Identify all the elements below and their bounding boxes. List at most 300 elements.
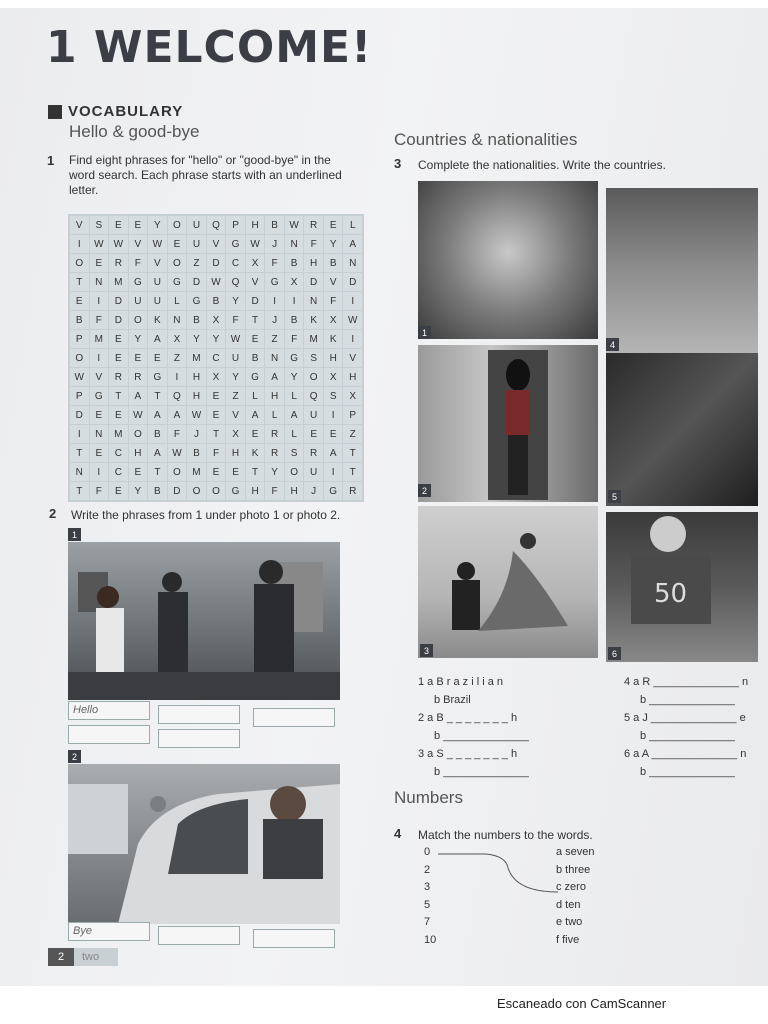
word-search-letter: L xyxy=(246,387,265,405)
word-search-letter: E xyxy=(129,216,148,234)
nationality-row[interactable]: 3 a S _ _ _ _ _ _ _ h xyxy=(418,748,518,760)
word-search-letter: P xyxy=(226,216,245,234)
word-search-letter: Q xyxy=(168,387,187,405)
word-search-letter: G xyxy=(285,349,304,367)
scanner-footer: Escaneado con CamScanner xyxy=(497,996,667,1011)
page-number-strip xyxy=(48,948,118,966)
word-search-letter: B xyxy=(187,311,206,329)
word-search-letter: Y xyxy=(226,368,245,386)
word-search-letter: R xyxy=(343,482,362,500)
word-search-letter: I xyxy=(343,292,362,310)
word-search-letter: E xyxy=(70,292,89,310)
word-search-letter: B xyxy=(70,311,89,329)
word-search-letter: F xyxy=(324,292,343,310)
word-search-letter: D xyxy=(304,273,323,291)
word-search-letter: X xyxy=(285,273,304,291)
word-search-letter: D xyxy=(109,292,128,310)
word-search-letter: L xyxy=(265,406,284,424)
word-search-letter: B xyxy=(285,254,304,272)
word-search-letter: U xyxy=(226,349,245,367)
answer-box-photo1-4[interactable] xyxy=(68,725,150,744)
word-search-letter: G xyxy=(148,368,167,386)
number-item[interactable]: 0 xyxy=(424,846,431,858)
word-search-letter: L xyxy=(285,425,304,443)
word-search-letter: E xyxy=(148,349,167,367)
word-search-letter: W xyxy=(109,235,128,253)
word-search-letter: W xyxy=(226,330,245,348)
word-search-letter: A xyxy=(129,387,148,405)
word-search-letter: M xyxy=(187,349,206,367)
word-search-letter: T xyxy=(246,311,265,329)
number-item[interactable]: 7 xyxy=(424,916,431,928)
country-photo-6-badge: 6 xyxy=(608,647,621,660)
nationalities-left xyxy=(418,676,618,784)
subheading-hello: Hello & good-bye xyxy=(69,122,200,141)
page-word: two xyxy=(82,951,100,963)
word-search-letter: H xyxy=(187,368,206,386)
word-search-letter: E xyxy=(324,216,343,234)
word-search-letter: A xyxy=(246,406,265,424)
word-search-letter: W xyxy=(70,368,89,386)
exercise-2-number: 2 xyxy=(49,506,57,521)
word-search-letter: B xyxy=(246,349,265,367)
word-search-letter: P xyxy=(70,330,89,348)
country-photo-1-badge: 1 xyxy=(418,326,431,339)
football-illustration xyxy=(606,512,758,662)
word-search-letter: R xyxy=(304,444,323,462)
word-search-grid xyxy=(68,214,364,502)
word-search-letter: L xyxy=(168,292,187,310)
country-photo-4-badge: 4 xyxy=(606,338,619,351)
word-search-letter: Y xyxy=(285,368,304,386)
word-search-letter: Y xyxy=(187,330,206,348)
word-search-letter: X xyxy=(168,330,187,348)
word-item[interactable]: e two xyxy=(556,916,583,928)
word-search-letter: G xyxy=(226,235,245,253)
carnival-photo xyxy=(418,181,598,339)
word-search-letter: Z xyxy=(226,387,245,405)
nationality-row[interactable]: 5 a J ______________ e xyxy=(624,712,746,724)
handshake-photo xyxy=(68,542,340,700)
answer-box-photo2-3[interactable] xyxy=(253,929,335,948)
word-search-letter: W xyxy=(148,235,167,253)
word-search-letter: V xyxy=(70,216,89,234)
subheading-numbers: Numbers xyxy=(394,788,463,807)
word-search-letter: N xyxy=(90,273,109,291)
word-search-letter: Z xyxy=(168,349,187,367)
word-search-letter: Y xyxy=(324,235,343,253)
word-search-letter: T xyxy=(109,387,128,405)
word-search-letter: A xyxy=(324,444,343,462)
word-search-letter: F xyxy=(285,330,304,348)
nationality-row[interactable]: 1 a B r a z i l i a n xyxy=(418,676,503,688)
word-search-letter: K xyxy=(304,311,323,329)
word-search-letter: L xyxy=(285,387,304,405)
word-search-letter: E xyxy=(226,463,245,481)
word-search-letter: F xyxy=(265,254,284,272)
word-search-letter: G xyxy=(265,273,284,291)
word-search-letter: X xyxy=(207,311,226,329)
word-search-letter: R xyxy=(304,216,323,234)
word-search-letter: I xyxy=(285,292,304,310)
word-search-letter: Y xyxy=(226,292,245,310)
word-search-letter: R xyxy=(109,254,128,272)
word-search-letter: K xyxy=(148,311,167,329)
country-photo-5-badge: 5 xyxy=(608,490,621,503)
word-search-letter: R xyxy=(265,444,284,462)
answer-box-photo1-3[interactable] xyxy=(253,708,335,727)
word-search-letter: F xyxy=(168,425,187,443)
word-search-letter: E xyxy=(207,463,226,481)
word-search-letter: I xyxy=(70,235,89,253)
word-search-letter: D xyxy=(187,273,206,291)
word-search-letter: O xyxy=(168,463,187,481)
match-line xyxy=(436,846,560,898)
word-search-letter: E xyxy=(109,349,128,367)
word-search-letter: E xyxy=(168,235,187,253)
country-photo-3-badge: 3 xyxy=(420,644,433,657)
country-row[interactable]: b Brazil xyxy=(434,694,471,706)
word-search-letter: B xyxy=(285,311,304,329)
word-search-letter: V xyxy=(129,235,148,253)
word-search-letter: H xyxy=(187,387,206,405)
word-item[interactable]: a seven xyxy=(556,846,595,858)
word-search-letter: W xyxy=(285,216,304,234)
exercise-1-number: 1 xyxy=(47,153,55,168)
word-search-letter: E xyxy=(129,463,148,481)
section-label: VOCABULARY xyxy=(68,103,184,120)
word-search-letter: W xyxy=(246,235,265,253)
number-item[interactable]: 2 xyxy=(424,863,431,876)
word-search-letter: B xyxy=(207,292,226,310)
word-search-letter: Y xyxy=(148,216,167,234)
word-search-letter: W xyxy=(129,406,148,424)
word-search-letter: O xyxy=(70,349,89,367)
word-search-letter: W xyxy=(90,235,109,253)
guard-illustration xyxy=(418,345,598,502)
word-search-letter: O xyxy=(168,254,187,272)
word-search-letter: N xyxy=(90,425,109,443)
word-search-letter: F xyxy=(304,235,323,253)
word-search-letter: E xyxy=(304,425,323,443)
word-search-letter: G xyxy=(168,273,187,291)
word-search-letter: C xyxy=(109,463,128,481)
word-item[interactable]: f five xyxy=(556,933,580,946)
word-search-letter: E xyxy=(90,444,109,462)
word-search-letter: D xyxy=(70,406,89,424)
word-search-letter: X xyxy=(226,425,245,443)
word-search-letter: Q xyxy=(304,387,323,405)
number-item[interactable]: 10 xyxy=(424,933,437,946)
word-search-letter: B xyxy=(148,425,167,443)
word-search-letter: M xyxy=(90,330,109,348)
word-search-letter: W xyxy=(187,406,206,424)
answer-box-photo1-2[interactable] xyxy=(158,705,240,724)
word-search-letter: Z xyxy=(187,254,206,272)
word-search-letter: T xyxy=(148,463,167,481)
words-list xyxy=(556,846,636,951)
word-search-letter: H xyxy=(285,482,304,500)
dancers-illustration xyxy=(418,506,598,658)
word-search-letter: S xyxy=(90,216,109,234)
word-search-letter: W xyxy=(343,311,362,329)
nationalities-right xyxy=(624,676,764,784)
word-search-letter: M xyxy=(304,330,323,348)
word-search-letter: T xyxy=(148,387,167,405)
word-search-letter: N xyxy=(70,463,89,481)
word-search-letter: D xyxy=(207,254,226,272)
word-search-letter: E xyxy=(246,330,265,348)
unit-title: 1 WELCOME! xyxy=(46,22,373,73)
handshake-illustration xyxy=(68,542,340,700)
word-search-letter: C xyxy=(207,349,226,367)
word-search-letter: Y xyxy=(207,330,226,348)
word-search-letter: C xyxy=(226,254,245,272)
word-search-letter: O xyxy=(129,425,148,443)
word-search-letter: W xyxy=(168,444,187,462)
violinist-photo xyxy=(606,353,758,506)
word-search-letter: G xyxy=(226,482,245,500)
word-search-letter: J xyxy=(187,425,206,443)
word-search-letter: G xyxy=(90,387,109,405)
word-search-letter: E xyxy=(109,482,128,500)
word-search-letter: J xyxy=(265,311,284,329)
word-search-letter: E xyxy=(109,216,128,234)
word-item[interactable]: d ten xyxy=(556,898,581,911)
word-search-letter: E xyxy=(207,387,226,405)
nationality-row[interactable]: 4 a R ______________ n xyxy=(624,676,749,688)
word-search-letter: H xyxy=(129,444,148,462)
answer-box-photo1-1[interactable]: Hello xyxy=(68,701,150,720)
word-search-letter: T xyxy=(343,444,362,462)
word-search-letter: E xyxy=(207,406,226,424)
word-search-letter: F xyxy=(90,482,109,500)
word-search-letter: M xyxy=(109,425,128,443)
word-search-letter: P xyxy=(70,387,89,405)
word-search-letter: U xyxy=(148,273,167,291)
word-search-letter: E xyxy=(90,406,109,424)
word-search-letter: J xyxy=(265,235,284,253)
word-search-letter: O xyxy=(70,254,89,272)
word-search-letter: E xyxy=(109,330,128,348)
word-search-letter: V xyxy=(343,349,362,367)
word-search-letter: D xyxy=(246,292,265,310)
word-search-letter: I xyxy=(90,292,109,310)
word-search-letter: Y xyxy=(265,463,284,481)
word-search-letter: N xyxy=(304,292,323,310)
word-search-letter: T xyxy=(343,463,362,481)
word-search-letter: T xyxy=(246,463,265,481)
exercise-1-instruction: Find eight phrases for "hello" or "good-bye" in the word search. Each phrase starts with an underlined letter. xyxy=(69,153,342,197)
car-goodbye-photo xyxy=(68,764,340,924)
word-search-letter: F xyxy=(226,311,245,329)
word-search-letter: S xyxy=(285,444,304,462)
word-search-letter: S xyxy=(324,387,343,405)
word-search-letter: S xyxy=(304,349,323,367)
word-search-letter: A xyxy=(148,444,167,462)
word-search-letter: I xyxy=(324,406,343,424)
nationality-row[interactable]: 2 a B _ _ _ _ _ _ _ h xyxy=(418,712,518,724)
exercise-4-number: 4 xyxy=(394,826,402,841)
royal-guard-photo xyxy=(418,345,598,502)
word-search-letter: E xyxy=(246,425,265,443)
nationality-row[interactable]: 6 a A ______________ n xyxy=(624,748,747,760)
word-search-letter: A xyxy=(343,235,362,253)
word-search-letter: I xyxy=(265,292,284,310)
word-search-letter: F xyxy=(265,482,284,500)
word-search-letter: G xyxy=(187,292,206,310)
country-row[interactable]: b ______________ xyxy=(640,730,735,742)
word-search-letter: O xyxy=(129,311,148,329)
answer-box-photo2-1[interactable]: Bye xyxy=(68,922,150,941)
photo-2-badge: 2 xyxy=(68,750,81,763)
subheading-countries: Countries & nationalities xyxy=(394,130,578,149)
word-search-letter: R xyxy=(109,368,128,386)
word-search-letter: E xyxy=(324,425,343,443)
exercise-2-instruction: Write the phrases from 1 under photo 1 or photo 2. xyxy=(71,508,341,522)
word-search-letter: V xyxy=(324,273,343,291)
word-search-letter: A xyxy=(168,406,187,424)
word-search-letter: U xyxy=(148,292,167,310)
man-sitting-photo xyxy=(606,188,758,354)
word-search-letter: I xyxy=(324,463,343,481)
word-search-letter: V xyxy=(90,368,109,386)
word-search-letter: L xyxy=(343,216,362,234)
word-search-letter: E xyxy=(109,406,128,424)
word-search-letter: R xyxy=(129,368,148,386)
number-item[interactable]: 3 xyxy=(424,881,431,893)
word-search-letter: H xyxy=(246,216,265,234)
exercise-3-number: 3 xyxy=(394,156,402,171)
square-icon xyxy=(48,105,62,119)
country-row[interactable]: b ______________ xyxy=(434,766,529,778)
word-search-letter: G xyxy=(324,482,343,500)
word-search-letter: J xyxy=(304,482,323,500)
word-search-letter: O xyxy=(168,216,187,234)
word-search-letter: V xyxy=(148,254,167,272)
word-search-letter: B xyxy=(148,482,167,500)
exercise-4-instruction: Match the numbers to the words. xyxy=(418,828,593,842)
word-search-letter: F xyxy=(207,444,226,462)
word-search-letter: D xyxy=(109,311,128,329)
word-search-letter: B xyxy=(324,254,343,272)
football-player-photo xyxy=(606,512,758,662)
country-row[interactable]: b ______________ xyxy=(640,694,735,706)
word-search-letter: T xyxy=(70,482,89,500)
word-search-letter: H xyxy=(304,254,323,272)
word-search-letter: N xyxy=(343,254,362,272)
word-search-letter: A xyxy=(148,330,167,348)
country-photo-2-badge: 2 xyxy=(418,484,431,497)
word-search-letter: V xyxy=(207,235,226,253)
word-search-letter: V xyxy=(246,273,265,291)
word-search-letter: U xyxy=(304,406,323,424)
car-illustration xyxy=(68,764,340,924)
answer-box-photo2-2[interactable] xyxy=(158,926,240,945)
word-search-letter: H xyxy=(324,349,343,367)
word-search-letter: X xyxy=(324,311,343,329)
word-search-letter: H xyxy=(246,482,265,500)
word-search-letter: V xyxy=(226,406,245,424)
flamenco-photo xyxy=(418,506,598,658)
word-search-letter: T xyxy=(207,425,226,443)
word-search-letter: B xyxy=(265,216,284,234)
word-search-letter: X xyxy=(246,254,265,272)
word-item[interactable]: c zero xyxy=(556,881,586,893)
word-search-letter: Q xyxy=(226,273,245,291)
word-search-letter: O xyxy=(304,368,323,386)
word-search-letter: D xyxy=(343,273,362,291)
word-search-letter: O xyxy=(187,482,206,500)
word-search-letter: M xyxy=(187,463,206,481)
word-search-letter: X xyxy=(207,368,226,386)
country-row[interactable]: b ______________ xyxy=(640,766,735,778)
word-search-letter: I xyxy=(168,368,187,386)
word-search-letter: K xyxy=(324,330,343,348)
word-search-letter: I xyxy=(90,463,109,481)
word-search-letter: H xyxy=(265,387,284,405)
word-search-letter: X xyxy=(324,368,343,386)
word-search-letter: O xyxy=(285,463,304,481)
word-search-letter: K xyxy=(246,444,265,462)
word-search-letter: U xyxy=(304,463,323,481)
word-search-letter: O xyxy=(207,482,226,500)
word-search-letter: R xyxy=(265,425,284,443)
word-search-letter: H xyxy=(226,444,245,462)
word-search-letter: P xyxy=(343,406,362,424)
word-search-letter: Z xyxy=(343,425,362,443)
word-search-letter: U xyxy=(129,292,148,310)
exercise-3-instruction: Complete the nationalities. Write the countries. xyxy=(418,158,666,172)
word-search-letter: U xyxy=(187,216,206,234)
word-search-letter: X xyxy=(343,387,362,405)
number-item[interactable]: 5 xyxy=(424,898,431,911)
word-search-letter: Z xyxy=(265,330,284,348)
word-search-letter: A xyxy=(265,368,284,386)
word-search-letter: Y xyxy=(129,330,148,348)
word-search-letter: A xyxy=(148,406,167,424)
word-search-letter: T xyxy=(70,444,89,462)
word-search-letter: Y xyxy=(129,482,148,500)
word-search-letter: U xyxy=(187,235,206,253)
word-search-letter: G xyxy=(129,273,148,291)
word-search-letter: I xyxy=(90,349,109,367)
word-search-letter: I xyxy=(343,330,362,348)
section-header xyxy=(48,103,183,120)
answer-box-photo1-5[interactable] xyxy=(158,729,240,748)
word-search-letter: M xyxy=(109,273,128,291)
word-search-letter: G xyxy=(246,368,265,386)
word-search-letter: D xyxy=(168,482,187,500)
workbook-page xyxy=(0,8,768,986)
word-search-letter: A xyxy=(285,406,304,424)
word-search-letter: T xyxy=(70,273,89,291)
word-search-letter: E xyxy=(129,349,148,367)
page-number: 2 xyxy=(48,948,74,966)
photo-1-badge: 1 xyxy=(68,528,81,541)
word-search-letter: I xyxy=(70,425,89,443)
word-search-letter: N xyxy=(265,349,284,367)
word-search-letter: F xyxy=(90,311,109,329)
word-search-letter: H xyxy=(343,368,362,386)
word-search-letter: B xyxy=(187,444,206,462)
svg-text:50: 50 xyxy=(654,579,688,609)
word-search-letter: Q xyxy=(207,216,226,234)
word-search-letter: N xyxy=(285,235,304,253)
country-row[interactable]: b ______________ xyxy=(434,730,529,742)
word-search-letter: W xyxy=(207,273,226,291)
word-item[interactable]: b three xyxy=(556,863,591,876)
